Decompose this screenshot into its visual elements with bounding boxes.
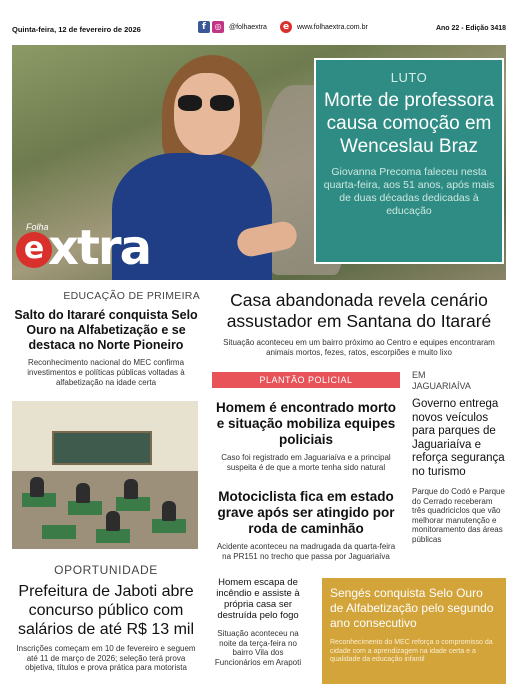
opportunity-headline[interactable]: Prefeitura de Jaboti abre concurso público com salários de até R$ 13 mil xyxy=(17,583,195,638)
edition-number: Ano 22 - Edição 3418 xyxy=(435,25,506,32)
facebook-icon[interactable]: f xyxy=(198,21,210,33)
jaguariaiva-kicker-1: EM xyxy=(412,370,426,380)
police-story-2 xyxy=(212,489,400,562)
opportunity-dek: Inscrições começam em 10 de fevereiro e seguem até 11 de março de 2026; seleção terá prova objetiva, títulos e prova prática para motorista xyxy=(16,644,196,672)
classroom-photo[interactable] xyxy=(12,401,198,549)
police-story-2-dek: Acidente aconteceu na madrugada da quarta-feira na PR151 no trecho que passa por Jaguariaíva xyxy=(216,542,396,561)
fire-story xyxy=(212,577,304,667)
education-headline[interactable]: Salto do Itararé conquista Selo Ouro na Alfabetização e se destaca no Norte Pioneiro xyxy=(14,308,198,352)
jaguariaiva-kicker-2: JAGUARIAÍVA xyxy=(412,381,471,391)
logo-e: e xyxy=(16,232,52,268)
website-icon: e xyxy=(280,21,292,33)
fire-headline[interactable]: Homem escapa de incêndio e assiste à própria casa ser destruída pelo fogo xyxy=(216,577,300,621)
senges-headline[interactable]: Sengés conquista Selo Ouro de Alfabetização pelo segundo ano consecutivo xyxy=(330,586,494,630)
social-handle[interactable]: @folhaextra xyxy=(229,23,267,31)
logo-folha: Folha xyxy=(26,222,49,232)
education-kicker: EDUCAÇÃO DE PRIMEIRA xyxy=(63,290,200,302)
jaguariaiva-dek: Parque do Codó e Parque do Cerrado receberam três quadriciclos que vão melhorar manutenção e monitoramento das áreas públicas xyxy=(412,487,505,544)
santana-headline[interactable]: Casa abandonada revela cenário assustador em Santana do Itararé xyxy=(226,290,492,331)
hero-person-face xyxy=(174,73,240,155)
education-dek: Reconhecimento nacional do MEC confirma investimentos e políticas públicas voltadas à alfabetização na idade certa xyxy=(27,358,185,387)
senges-story[interactable] xyxy=(322,578,506,684)
blackboard xyxy=(52,431,152,465)
police-story-1 xyxy=(212,400,400,473)
site-link[interactable] xyxy=(280,21,368,33)
opportunity-story xyxy=(12,563,200,673)
police-story-1-headline[interactable]: Homem é encontrado morto e situação mobiliza equipes policiais xyxy=(215,400,397,447)
senges-dek: Reconhecimento do MEC reforça o compromisso da cidade com a aprendizagem na idade certa e a qualidade da educação infantil xyxy=(330,639,493,663)
police-stories xyxy=(212,400,400,562)
jaguariaiva-headline[interactable]: Governo entrega novos veículos para parques de Jaguariaíva e reforça segurança no turismo xyxy=(412,398,505,478)
education-story xyxy=(12,290,200,388)
top-bar xyxy=(12,20,506,36)
instagram-icon[interactable]: ◎ xyxy=(212,21,224,33)
lead-subtitle: Giovanna Precoma faleceu nesta quarta-feira, aos 51 anos, após mais de duas décadas dedicadas à educação xyxy=(323,166,495,217)
lead-story[interactable] xyxy=(314,58,504,264)
site-url[interactable]: www.folhaextra.com.br xyxy=(297,23,368,31)
opportunity-kicker: OPORTUNIDADE xyxy=(54,563,158,577)
santana-dek: Situação aconteceu em um bairro próximo ao Centro e equipes encontraram animais mortos, fezes, ratos, escorpiões e muito lixo xyxy=(223,338,495,357)
police-story-2-headline[interactable]: Motociclista fica em estado grave após ser atingido por roda de caminhão xyxy=(217,489,395,536)
hero-sunglasses xyxy=(178,95,236,111)
social-links xyxy=(198,21,267,33)
lead-headline[interactable]: Morte de professora causa comoção em Wenceslau Braz xyxy=(323,90,495,157)
fire-dek: Situação aconteceu na noite da terça-feira no bairro Vila dos Funcionários em Arapoti xyxy=(214,629,302,667)
santana-story xyxy=(212,290,506,358)
issue-date: Quinta-feira, 12 de fevereiro de 2026 xyxy=(12,25,141,34)
lead-kicker: LUTO xyxy=(390,70,428,85)
police-story-1-dek: Caso foi registrado em Jaguariaíva e a principal suspeita é de que a morte tenha sido natural xyxy=(221,453,391,472)
logo-xtra: xtra xyxy=(48,220,150,276)
section-plantao-policial: PLANTÃO POLICIAL xyxy=(212,372,400,388)
jaguariaiva-story xyxy=(412,370,508,544)
